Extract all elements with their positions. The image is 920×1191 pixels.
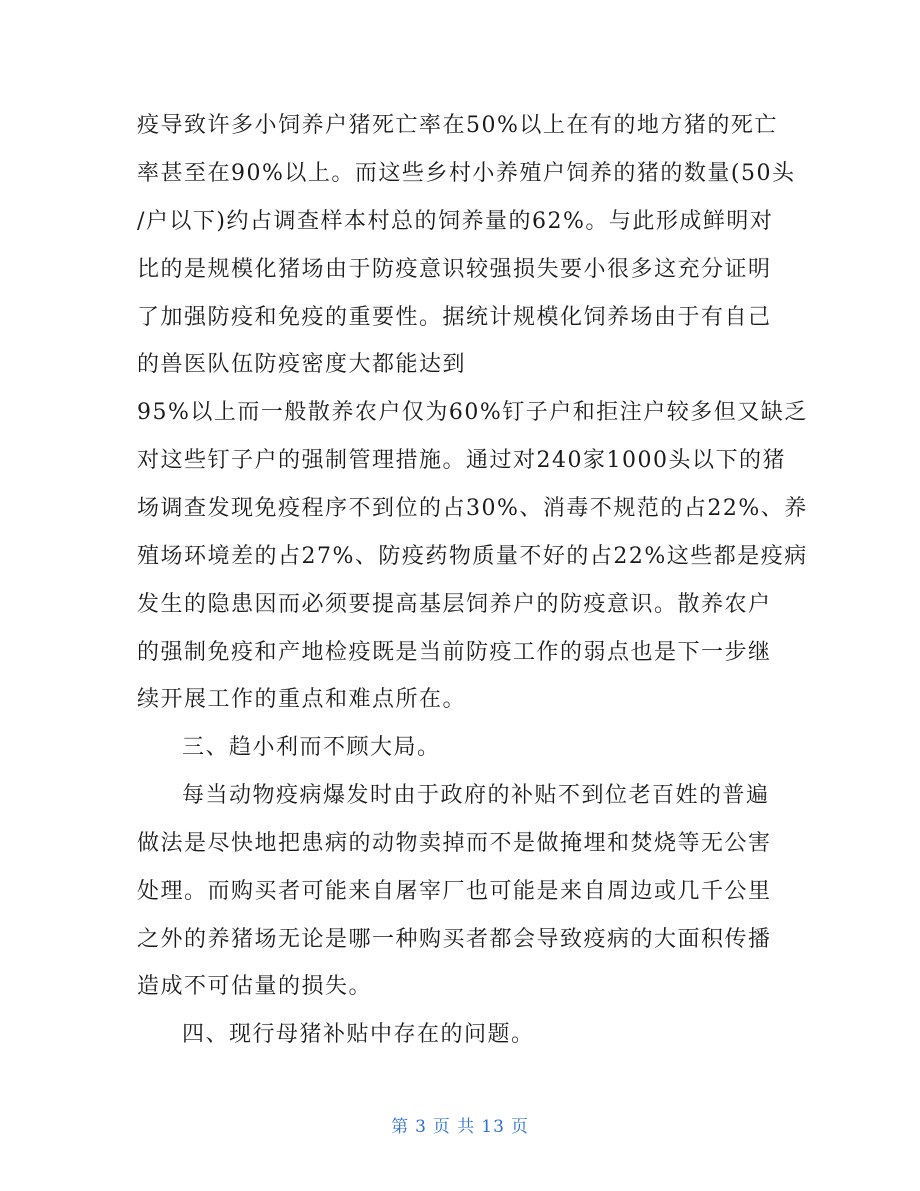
page-footer [0, 1112, 920, 1137]
page-label-prefix: 第 [391, 1117, 410, 1137]
text-line: 的兽医队伍防疫密度大都能达到 [137, 352, 467, 377]
text-line: 做法是尽快地把患病的动物卖掉而不是做掩埋和焚烧等无公害 [137, 831, 772, 856]
text-line: 场调查发现免疫程序不到位的占30%、消毒不规范的占22%、养 [137, 496, 808, 521]
text-line: 95%以上而一般散养农户仅为60%钉子户和拒注户较多但又缺乏 [137, 400, 808, 425]
text-line: 续开展工作的重点和难点所在。 [137, 687, 467, 712]
section-heading: 三、趋小利而不顾大局。 [182, 735, 441, 760]
text-line: 造成不可估量的损失。 [137, 974, 373, 999]
text-line: 了加强防疫和免疫的重要性。据统计规模化饲养场由于有自己 [137, 305, 772, 330]
text-line: 殖场环境差的占27%、防疫药物质量不好的占22%这些都是疫病 [137, 544, 808, 569]
text-line: 率甚至在90%以上。而这些乡村小养殖户饲养的猪的数量(50头 [137, 161, 796, 186]
text-line: 之外的养猪场无论是哪一种购买者都会导致疫病的大面积传播 [137, 927, 772, 952]
paragraph-first-line: 每当动物疫病爆发时由于政府的补贴不到位老百姓的普遍 [182, 783, 770, 808]
text-line: 处理。而购买者可能来自屠宰厂也可能是来自周边或几千公里 [137, 879, 772, 904]
page-label-suffix: 页 [510, 1117, 529, 1137]
total-pages-number: 13 [481, 1117, 505, 1137]
text-line: 比的是规模化猪场由于防疫意识较强损失要小很多这充分证明 [137, 257, 772, 282]
current-page-number: 3 [415, 1117, 427, 1137]
page-label-mid: 页 共 [432, 1117, 476, 1137]
text-line: 对这些钉子户的强制管理措施。通过对240家1000头以下的猪 [137, 448, 786, 473]
text-line: /户以下)约占调查样本村总的饲养量的62%。与此形成鲜明对 [137, 209, 774, 234]
section-heading: 四、现行母猪补贴中存在的问题。 [182, 1022, 535, 1047]
text-line: 疫导致许多小饲养户猪死亡率在50%以上在有的地方猪的死亡 [137, 113, 778, 138]
text-line: 发生的隐患因而必须要提高基层饲养户的防疫意识。散养农户 [137, 592, 772, 617]
text-line: 的强制免疫和产地检疫既是当前防疫工作的弱点也是下一步继 [137, 640, 772, 665]
